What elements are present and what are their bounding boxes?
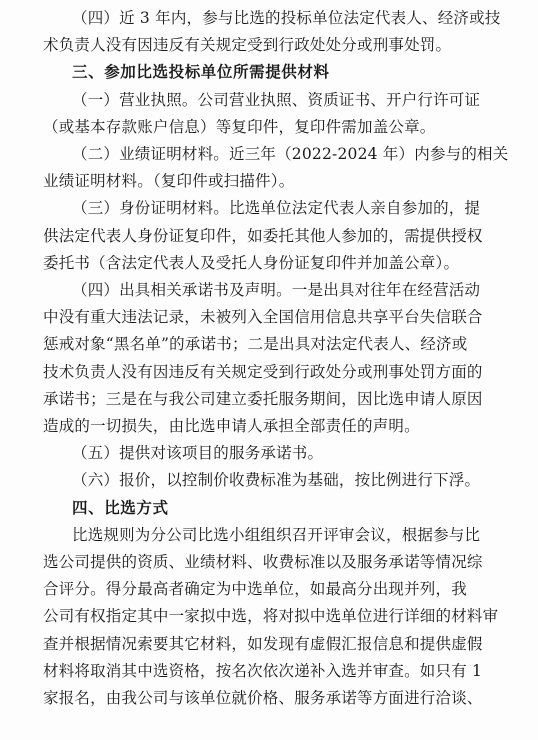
text-line: 查并根据情况索要其它材料，如发现有虚假汇报信息和提供虚假 — [43, 634, 483, 653]
text-line: （四）近 3 年内，参与比选的投标单位法定代表人、经济或技 — [72, 9, 501, 27]
text-line: （或基本存款账户信息）等复印件，复印件需加盖公章。 — [43, 117, 436, 136]
text-line: 造成的一切损失，由比选申请人承担全部责任的声明。 — [43, 417, 420, 435]
text-line: （五）提供对该项目的服务承诺书。 — [72, 444, 324, 463]
text-line: （三）身份证明材料。比选单位法定代表人亲自参加的，提 — [72, 199, 481, 218]
section-heading: 三、参加比选投标单位所需提供材料 — [72, 63, 330, 82]
section-heading: 四、比选方式 — [72, 498, 169, 517]
text-line: 家报名，由我公司与该单位就价格、服务承诺等方面进行洽谈、 — [43, 689, 483, 707]
text-line: （一）营业执照。公司营业执照、资质证书、开户行许可证 — [72, 90, 481, 109]
text-line: 选公司提供的资质、业绩材料、收费标准以及服务承诺等情况综 — [43, 553, 483, 571]
text-line: 中没有重大违法记录，未被列入全国信用信息共享平台失信联合 — [43, 308, 483, 327]
text-line: （二）业绩证明材料。近三年（2022-2024 年）内参与的相关 — [72, 145, 509, 163]
text-line: 承诺书；三是在与我公司建立委托服务期间，因比选申请人原因 — [43, 389, 483, 408]
text-line: 委托书（含法定代表人及受托人身份证复印件并加盖公章）。 — [43, 253, 460, 272]
text-line: （四）出具相关承诺书及声明。一是出具对往年在经营活动 — [72, 281, 481, 299]
text-line: 供法定代表人身份证复印件，如委托其他人参加的，需提供授权 — [43, 226, 483, 245]
text-line: 合评分。得分最高者确定为中选单位，如最高分出现并列，我 — [43, 580, 467, 599]
text-line: 惩戒对象“黑名单”的承诺书；二是出具对法定代表人、经济或 — [43, 335, 468, 354]
text-line: 技术负责人没有因违反有关规定受到行政处分或刑事处罚方面的 — [43, 362, 483, 381]
text-line: （六）报价，以控制价收费标准为基础，按比例进行下浮。 — [72, 471, 481, 490]
text-line: 比选规则为分公司比选小组组织召开评审会议，根据参与比 — [72, 525, 481, 544]
text-line: 公司有权指定其中一家拟中选，将对拟中选单位进行详细的材料审 — [43, 607, 499, 626]
text-line: 术负责人没有因违反有关规定受到行政处处分或刑事处罚。 — [43, 36, 452, 55]
text-line: 业绩证明材料。（复印件或扫描件）。 — [43, 172, 295, 191]
text-line: 材料将取消其中选资格，按名次依次递补入选并审查。如只有 1 — [43, 661, 483, 680]
